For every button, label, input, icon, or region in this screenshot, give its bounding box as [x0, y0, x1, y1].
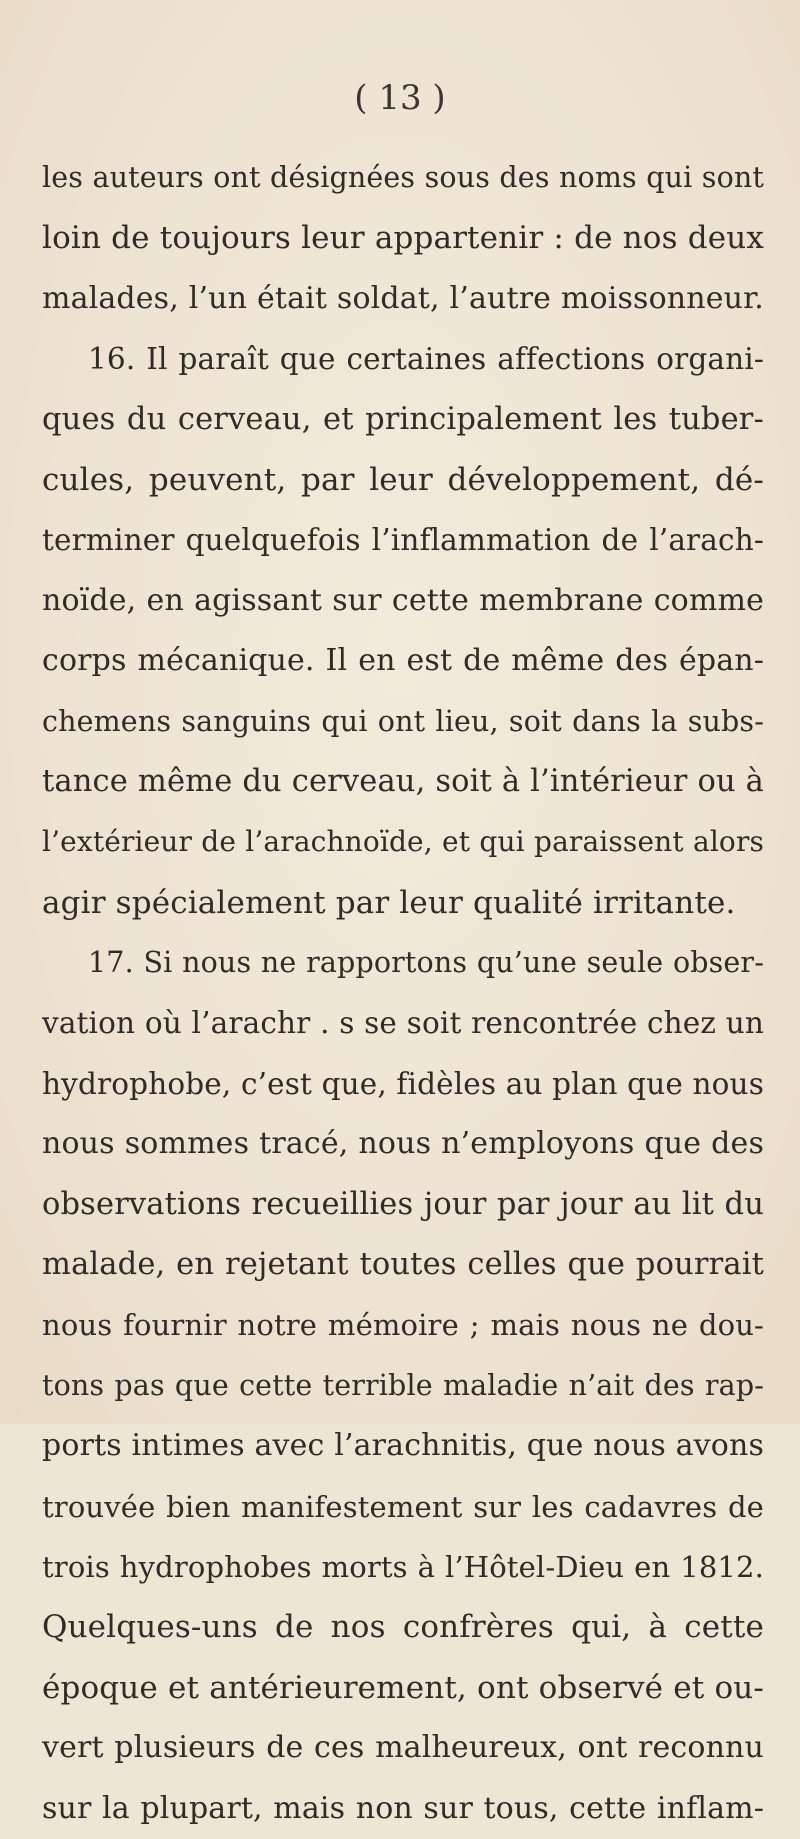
text-line: hydrophobe, c’est que, fidèles au plan que nous — [42, 1066, 764, 1101]
text-line: l’extérieur de l’arachnoïde, et qui paraissent alors — [42, 825, 764, 859]
text-line: loin de toujours leur appartenir : de nos deux — [42, 220, 764, 257]
text-line: nous fournir notre mémoire ; mais nous ne dou- — [42, 1308, 764, 1343]
text-line: tons pas que cette terrible maladie n’ait des rap- — [42, 1368, 764, 1402]
text-line: 16. Il paraît que certaines affections organi- — [88, 342, 764, 377]
text-line: chemens sanguins qui ont lieu, soit dans la subs- — [42, 704, 764, 738]
text-line: les auteurs ont désignées sous des noms qui sont — [42, 161, 764, 194]
text-line: ques du cerveau, et principalement les tuber- — [42, 401, 764, 437]
text-line: corps mécanique. Il en est de même des épan- — [42, 643, 764, 679]
text-line: vert plusieurs de ces malheureux, ont reconnu — [42, 1730, 764, 1766]
text-line: terminer quelquefois l’inflammation de l’arach- — [42, 523, 764, 558]
text-line: noïde, en agissant sur cette membrane comme — [42, 582, 764, 618]
text-line: époque et antérieurement, ont observé et ou- — [42, 1669, 764, 1706]
text-line: trouvée bien manifestement sur les cadavres de — [42, 1489, 764, 1524]
body-text — [42, 148, 764, 1839]
text-line: observations recueillies jour par jour au lit du — [42, 1186, 764, 1222]
text-line: 17. Si nous ne rapportons qu’une seule obser- — [88, 946, 764, 980]
text-line: vation où l’arachr . s se soit rencontrée chez un — [42, 1006, 764, 1041]
text-line: sur la plupart, mais non sur tous, cette inflam- — [42, 1790, 764, 1826]
text-line: agir spécialement par leur qualité irritante. — [42, 884, 736, 921]
text-line: trois hydrophobes morts à l’Hôtel-Dieu en 1812. — [42, 1549, 764, 1584]
page-number: ( 13 ) — [354, 78, 446, 118]
text-line: malade, en rejetant toutes celles que pourrait — [42, 1247, 764, 1283]
text-line: Quelques-uns de nos confrères qui, à cette — [42, 1609, 764, 1646]
text-line: malades, l’un était soldat, l’autre moissonneur. — [42, 280, 764, 316]
text-line: tance même du cerveau, soit à l’intérieur ou à — [42, 763, 764, 799]
text-line: cules, peuvent, par leur développement, dé- — [42, 461, 764, 498]
text-line: ports intimes avec l’arachnitis, que nous avons — [42, 1428, 764, 1464]
text-line: nous sommes tracé, nous n’employons que des — [42, 1126, 764, 1162]
